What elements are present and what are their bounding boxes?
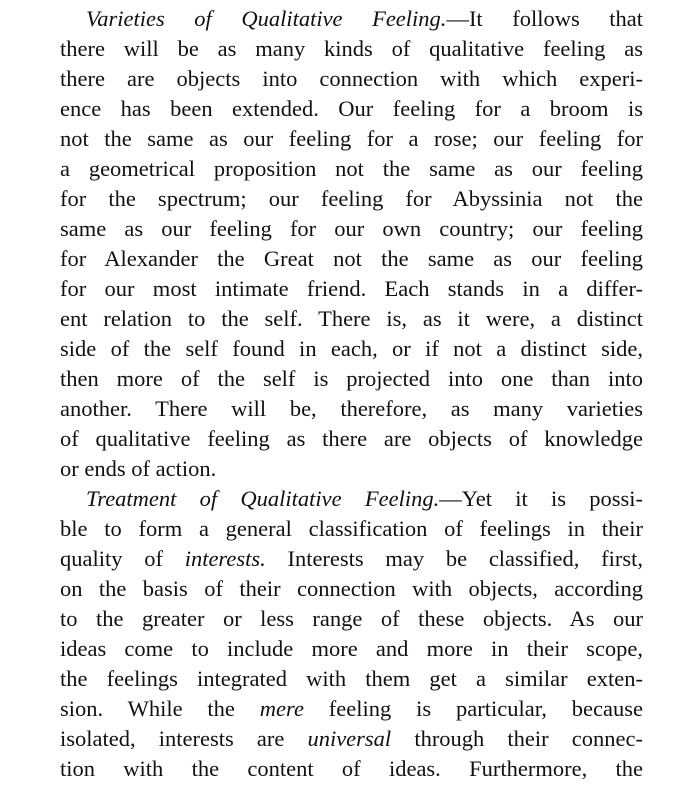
text-line (60, 724, 643, 754)
section-heading: Treatment of Qualitative Feeling. (86, 486, 440, 511)
document-page (60, 0, 643, 784)
text-line: there are objects into connection with which experi- (60, 66, 643, 91)
text-run: Interests may be classified, first, (265, 546, 643, 571)
text-line: ble to form a general classification of feelings in their (60, 516, 643, 541)
text-line: a geometrical proposition not the same as our feeling (60, 156, 643, 181)
text-line: ideas come to include more and more in their scope, (60, 636, 643, 661)
text-line: the feelings integrated with them get a similar exten- (60, 666, 643, 691)
paragraph-treatment (60, 484, 643, 784)
text-line: ence has been extended. Our feeling for a broom is (60, 96, 643, 121)
text-line: on the basis of their connection with objects, according (60, 576, 643, 601)
text-line: or ends of action. (60, 456, 217, 481)
text-run: isolated, interests are (60, 726, 308, 751)
text-line: ent relation to the self. There is, as it were, a distinct (60, 306, 643, 331)
text-line: to the greater or less range of these objects. As our (60, 606, 643, 631)
text-line: same as our feeling for our own country; our feeling (60, 216, 643, 241)
paragraph-first-line (60, 4, 643, 34)
text-run: quality of (60, 546, 185, 571)
text-run: through their connec- (391, 726, 643, 751)
paragraph-varieties (60, 4, 643, 484)
text-line: not the same as our feeling for a rose; our feeling for (60, 126, 643, 151)
text-line (60, 694, 643, 724)
text-line: for Alexander the Great not the same as our feeling (60, 246, 643, 271)
text-line: for the spectrum; our feeling for Abyssinia not the (60, 186, 643, 211)
text-run: sion. While the (60, 696, 260, 721)
text-run: feeling is particular, because (303, 696, 643, 721)
text-line: tion with the content of ideas. Furthermore, the (60, 756, 643, 781)
text-line: of qualitative feeling as there are objects of knowledge (60, 426, 643, 451)
text-line (60, 544, 643, 574)
text-line: another. There will be, therefore, as many varieties (60, 396, 643, 421)
emphasis: mere (259, 696, 304, 721)
text-run: —Yet it is possi- (439, 486, 643, 511)
emphasis: universal (307, 726, 392, 751)
text-line: then more of the self is projected into one than into (60, 366, 643, 391)
emphasis: interests. (184, 546, 266, 571)
text-line: side of the self found in each, or if not a distinct side, (60, 336, 643, 361)
text-line: for our most intimate friend. Each stands in a differ- (60, 276, 643, 301)
section-heading: Varieties of Qualitative Feeling. (86, 6, 447, 31)
text-run: —It follows that (446, 6, 643, 31)
text-line: there will be as many kinds of qualitative feeling as (60, 36, 643, 61)
paragraph-first-line (60, 484, 643, 514)
